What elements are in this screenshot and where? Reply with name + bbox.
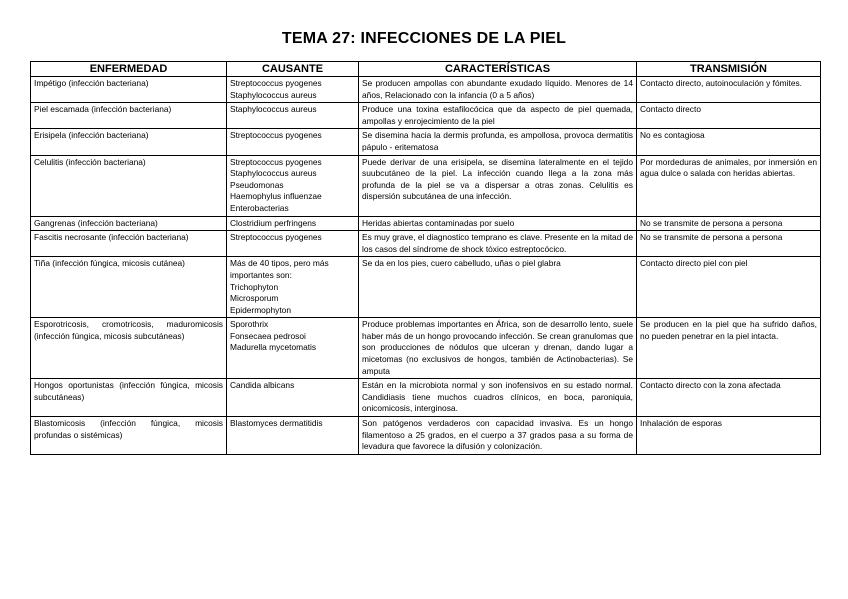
cell-transmision: No se transmite de persona a persona xyxy=(637,231,821,257)
cell-causante xyxy=(227,379,359,417)
table-row xyxy=(31,257,821,318)
causante-line: importantes son: xyxy=(230,269,292,280)
causante-line: Fonsecaea pedrosoi xyxy=(230,330,306,341)
infections-table xyxy=(30,61,821,455)
cell-caracteristicas: Produce una toxina estafilocócica que da aspecto de piel quemada, ampollas y enrojecimiento de la piel xyxy=(359,103,637,129)
table-row xyxy=(31,155,821,216)
cell-transmision: Por mordeduras de animales, por inmersión en agua dulce o salada con heridas abiertas. xyxy=(637,155,821,216)
causante-line: Microsporum xyxy=(230,293,279,304)
cell-causante xyxy=(227,417,359,455)
causante-line: Más de 40 tipos, pero más xyxy=(230,258,329,269)
cell-causante xyxy=(227,318,359,379)
cell-transmision: No se transmite de persona a persona xyxy=(637,216,821,231)
causante-line: Clostridium perfringens xyxy=(230,217,317,228)
cell-enfermedad: Esporotricosis, cromotricosis, maduromicosis (infección fúngica, micosis subcutáneas) xyxy=(31,318,227,379)
causante-line: Streptococcus pyogenes xyxy=(230,78,322,88)
document-title: TEMA 27: INFECCIONES DE LA PIEL xyxy=(281,30,567,47)
cell-caracteristicas: Se producen ampollas con abundante exudado líquido. Menores de 14 años, Relacionado con la infancia (0 a 5 años) xyxy=(359,77,637,103)
cell-caracteristicas: Se da en los pies, cuero cabelludo, uñas o piel glabra xyxy=(359,257,637,318)
header-transmision: TRANSMISIÓN xyxy=(637,62,821,77)
causante-line: Madurella mycetomatis xyxy=(230,342,317,353)
causante-line: Staphylococcus aureus xyxy=(230,104,317,115)
causante-line: Streptococcus pyogenes xyxy=(230,130,322,141)
causante-line: Trichophyton xyxy=(230,281,279,292)
table-row xyxy=(31,318,821,379)
cell-causante xyxy=(227,257,359,318)
cell-transmision: Contacto directo, autoinoculación y fómites. xyxy=(637,77,821,103)
table-row xyxy=(31,103,821,129)
causante-line: Streptococcus pyogenes xyxy=(230,232,322,243)
causante-line: Sporothrix xyxy=(230,319,269,330)
table-row xyxy=(31,216,821,231)
cell-caracteristicas: Es muy grave, el diagnostico temprano es clave. Presente en la mitad de los casos del síndrome de shock tóxico estreptocócico. xyxy=(359,231,637,257)
cell-caracteristicas: Están en la microbiota normal y son inofensivos en su estado normal. Candidiasis tiene muchos cuadros clínicos, en boca, paroniquia, onicomicosis, interginosa. xyxy=(359,379,637,417)
table-row xyxy=(31,231,821,257)
cell-causante xyxy=(227,129,359,155)
cell-enfermedad: Blastomicosis (infección fúngica, micosis profundas o sistémicas) xyxy=(31,417,227,455)
header-causante: CAUSANTE xyxy=(227,62,359,77)
causante-line: Blastomyces dermatitidis xyxy=(230,418,323,429)
cell-caracteristicas: Son patógenos verdaderos con capacidad invasiva. Es un hongo filamentoso a 25 grados, en el cuerpo a 37 grados pasa a su forma de levadura que favorece la difusión y colonización. xyxy=(359,417,637,455)
causante-line: Pseudomonas xyxy=(230,179,284,190)
table-row xyxy=(31,129,821,155)
cell-enfermedad: Hongos oportunistas (infección fúngica, micosis subcutáneas) xyxy=(31,379,227,417)
causante-line: Enterobacterias xyxy=(230,202,289,213)
cell-causante xyxy=(227,103,359,129)
cell-causante xyxy=(227,216,359,231)
causante-line: Candida albicans xyxy=(230,380,295,391)
cell-enfermedad: Erisipela (infección bacteriana) xyxy=(31,129,227,155)
cell-enfermedad: Tiña (infección fúngica, micosis cutánea) xyxy=(31,257,227,318)
cell-enfermedad: Celulitis (infección bacteriana) xyxy=(31,155,227,216)
cell-caracteristicas: Puede derivar de una erisipela, se disemina lateralmente en el tejido suubcutáneo de la piel. La infección cuando llega a la zona más profunda de la piel se va a dispersar a otras zonas. Celulitis es dispersión subcutánea de una infección. xyxy=(359,155,637,216)
cell-transmision: Contacto directo piel con piel xyxy=(637,257,821,318)
causante-line: Streptococcus pyogenes xyxy=(230,156,322,167)
table-body xyxy=(31,77,821,455)
cell-enfermedad: Impétigo (infección bacteriana) xyxy=(31,77,227,103)
cell-caracteristicas: Produce problemas importantes en África, son de desarrollo lento, suele haber más de un hongo provocando infección. Se crean granulomas que son producciones de nódulos que ulceran y drenan, dando lugar a micetomas (no exclusivos de hongos, también de Actinobacterias). Se amputa xyxy=(359,318,637,379)
header-row xyxy=(31,62,821,77)
cell-enfermedad: Gangrenas (infección bacteriana) xyxy=(31,216,227,231)
cell-transmision: No es contagiosa xyxy=(637,129,821,155)
header-enfermedad: ENFERMEDAD xyxy=(31,62,227,77)
cell-causante xyxy=(227,231,359,257)
cell-enfermedad: Fascitis necrosante (infección bacteriana) xyxy=(31,231,227,257)
table-row xyxy=(31,379,821,417)
causante-line: Epidermophyton xyxy=(230,304,291,315)
table-row xyxy=(31,417,821,455)
cell-transmision: Inhalación de esporas xyxy=(637,417,821,455)
cell-caracteristicas: Se disemina hacia la dermis profunda, es ampollosa, provoca dermatitis pápulo - eritematosa xyxy=(359,129,637,155)
causante-line: Staphylococcus aureus xyxy=(230,168,317,179)
causante-line: Haemophylus influenzae xyxy=(230,191,322,202)
header-caracteristicas: CARACTERÍSTICAS xyxy=(359,62,637,77)
cell-transmision: Contacto directo con la zona afectada xyxy=(637,379,821,417)
cell-transmision: Contacto directo xyxy=(637,103,821,129)
cell-enfermedad: Piel escamada (infección bacteriana) xyxy=(31,103,227,129)
cell-transmision: Se producen en la piel que ha sufrido daños, no pueden penetrar en la piel intacta. xyxy=(637,318,821,379)
cell-causante xyxy=(227,77,359,103)
causante-line: Staphylococcus aureus xyxy=(230,89,317,100)
cell-causante xyxy=(227,155,359,216)
cell-caracteristicas: Heridas abiertas contaminadas por suelo xyxy=(359,216,637,231)
table-row xyxy=(31,77,821,103)
